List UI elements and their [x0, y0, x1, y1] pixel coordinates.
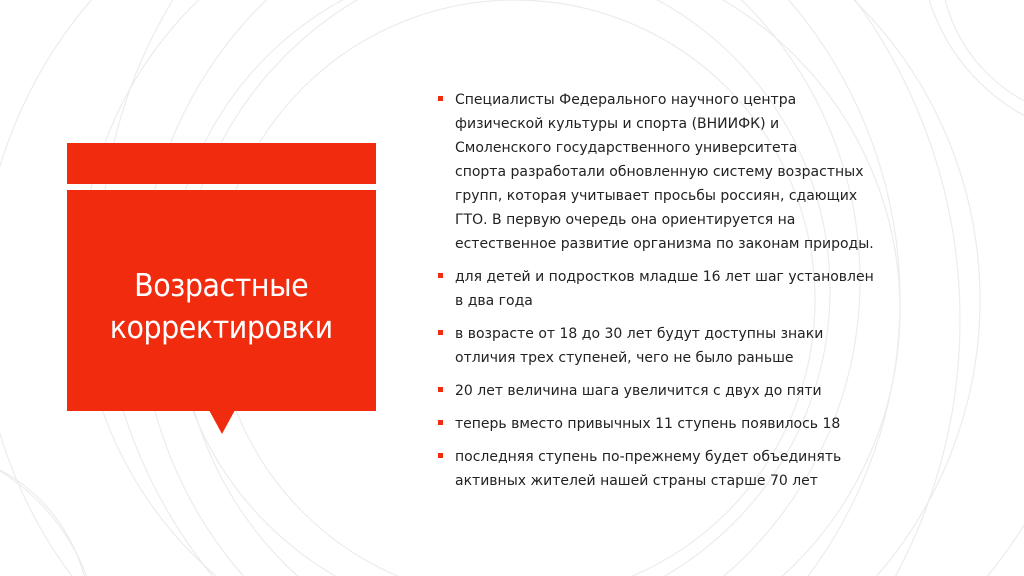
bullet-line: отличия трех ступеней, чего не было раньше [455, 350, 794, 366]
bullet-line: ГТО. В первую очередь она ориентируется на [455, 212, 796, 228]
bullet-line: естественное развитие организма по законам природы. [455, 236, 874, 252]
bullet-list [437, 88, 967, 502]
bullet-line: в возрасте от 18 до 30 лет будут доступны знаки [455, 326, 824, 342]
bullet-line: в два года [455, 293, 533, 309]
bullet-line: 20 лет величина шага увеличится с двух до пяти [455, 383, 822, 399]
square-bullet-icon [438, 273, 443, 278]
bullet-line: спорта разработали обновленную систему возрастных [455, 164, 864, 180]
slide-title-line-1: Возрастные [134, 267, 309, 304]
bullet-item [437, 379, 967, 403]
square-bullet-icon [438, 387, 443, 392]
title-accent-stripe [67, 143, 376, 184]
bullet-item [437, 445, 967, 493]
square-bullet-icon [438, 330, 443, 335]
slide-title [110, 253, 333, 349]
bullet-item [437, 412, 967, 436]
bullet-line: последняя ступень по-прежнему будет объединять [455, 449, 842, 465]
bullet-item [437, 322, 967, 370]
bullet-line: теперь вместо привычных 11 ступень появилось 18 [455, 416, 841, 432]
bullet-line: для детей и подростков младше 16 лет шаг установлен [455, 269, 874, 285]
square-bullet-icon [438, 96, 443, 101]
title-panel [67, 190, 376, 411]
square-bullet-icon [438, 420, 443, 425]
bullet-item [437, 265, 967, 313]
square-bullet-icon [438, 453, 443, 458]
slide-title-line-2: корректировки [110, 309, 333, 346]
bullet-line: активных жителей нашей страны старше 70 лет [455, 473, 818, 489]
bullet-line: групп, которая учитывает просьбы россиян, сдающих [455, 188, 858, 204]
bullet-line: Смоленского государственного университета [455, 140, 798, 156]
bullet-item [437, 88, 967, 256]
bullet-line: Специалисты Федерального научного центра [455, 92, 797, 108]
title-pointer-shape [209, 410, 235, 434]
bullet-line: физической культуры и спорта (ВНИИФК) и [455, 116, 780, 132]
